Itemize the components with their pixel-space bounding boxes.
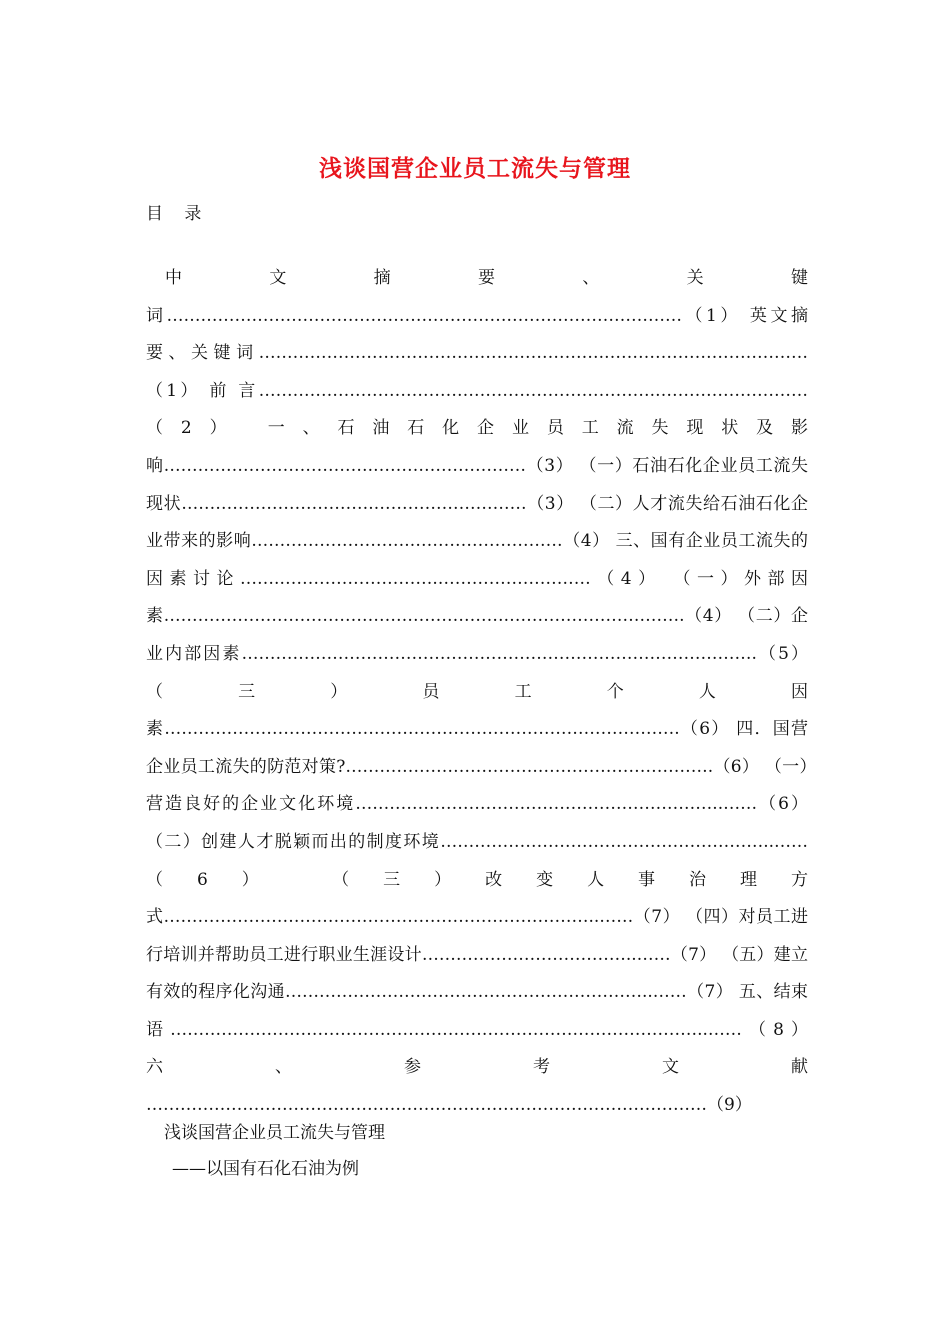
- toc-entry-leader: …………………………….………………………: [181, 493, 527, 514]
- article-subheading: ——以国有石化石油为例: [172, 1159, 359, 1179]
- toc-entry-leader: ………………………………………………………..……: [355, 794, 758, 815]
- toc-entry-page: （4）: [684, 606, 732, 627]
- toc-entry-page: （5）: [756, 643, 808, 664]
- document-title: 浅谈国营企业员工流失与管理: [319, 155, 631, 182]
- toc-entry: [146, 268, 808, 326]
- toc-entry-leader: …………………………………………………….…………………………: [166, 305, 682, 326]
- article-heading: 浅谈国营企业员工流失与管理: [164, 1123, 385, 1143]
- toc-entry-leader: ……………………………………………………………………………….: [164, 719, 680, 740]
- toc-heading: 目 录: [146, 204, 210, 224]
- toc-entry-leader: …………………………………………………..……: [440, 831, 808, 852]
- toc-entry-leader: ……………………………….………………………: [163, 455, 527, 476]
- toc-entry-label: 一、石油石化企业员工流失现状及影响: [146, 418, 809, 476]
- toc-entry-leader: …………………………………………………………….………………………: [258, 380, 808, 401]
- toc-entry-page: （4）: [562, 531, 610, 552]
- toc-entry-label: （四）对员工进行培训并帮助员工进行职业生涯设计: [146, 907, 809, 965]
- toc-entry-page: （3）: [526, 493, 574, 514]
- toc-entry-leader: …….……………………….………………………: [240, 568, 591, 589]
- toc-entry-page: （6）: [146, 869, 293, 890]
- toc-entry-label: （二）人才流失给石油石化企业带来的影响: [146, 493, 809, 552]
- toc-entry-label: 四．国营企业员工流失的防范对策?: [146, 719, 809, 777]
- toc-entry-label: （一）营造良好的企业文化环境: [146, 756, 808, 815]
- toc-entry-label: 三、国有企业员工流失的因素讨论: [146, 531, 809, 589]
- toc-entry: [146, 1057, 808, 1115]
- toc-entry-page: （3）: [526, 455, 574, 476]
- toc-entry-leader: …………………………………………………………………..……: [163, 907, 634, 928]
- toc-entry-page: （4）: [590, 568, 662, 589]
- toc-entry-page: （1）: [681, 305, 741, 326]
- toc-entry-label: （五）建立有效的程序化沟通: [146, 944, 809, 1003]
- toc-entry-page: （6）: [679, 719, 730, 740]
- toc-entry-page: （7）: [633, 907, 681, 928]
- toc-entry-leader: …………………………………………………….………………………….: [163, 606, 685, 627]
- toc-entry-label: （二）企业内部因素: [146, 606, 809, 664]
- toc-entry-page: （1）: [146, 380, 201, 401]
- toc-entry-page: （6）: [713, 756, 760, 777]
- toc-entry-label: 中文摘要、关键词: [146, 268, 808, 326]
- toc-entry-page: （6）: [757, 794, 809, 815]
- toc-entry-label: （三）员工个人因素: [146, 681, 808, 740]
- toc-entry-leader: ……………………………………………………………………………….: [241, 643, 757, 664]
- toc-entry-label: 英文摘要、关键词: [146, 305, 808, 364]
- toc-entry-leader: …………………………….………………………….: [345, 756, 714, 777]
- toc-entry-leader: ………………………………………………………………………………………: [146, 1095, 707, 1116]
- toc-entry: [146, 682, 808, 740]
- toc-entry-leader: ……………………….………………………: [251, 531, 563, 552]
- toc-entry-page: （7）: [686, 982, 734, 1003]
- toc-entry-label: （一）外部因素: [146, 568, 809, 627]
- toc-entry-label: （三）改变人事治理方式: [146, 869, 808, 928]
- table-of-contents: [146, 260, 808, 1125]
- toc-entry-leader: ………………………………..……: [421, 944, 671, 965]
- toc-entry-label: 五、结束语: [146, 982, 809, 1040]
- toc-entry-leader: …………………………………………………………………………………..……: [170, 1019, 742, 1040]
- toc-entry-label: 前 言: [209, 380, 259, 401]
- toc-entry-leader: ………………………………………………………..……: [284, 982, 687, 1003]
- toc-entry-page: （9）: [707, 1095, 752, 1116]
- toc-entry-label: （二）创建人才脱颖而出的制度环境: [146, 831, 441, 852]
- toc-entry-leader: …………………………………………………….………………………………: [258, 343, 808, 364]
- toc-entry-page: （2）: [146, 418, 245, 439]
- toc-entry-page: （7）: [670, 944, 717, 965]
- toc-entry-page: （8）: [741, 1019, 808, 1040]
- toc-entry-label: 六、参考文献: [146, 1057, 808, 1078]
- toc-entry-label: （一）石油石化企业员工流失现状: [146, 455, 809, 514]
